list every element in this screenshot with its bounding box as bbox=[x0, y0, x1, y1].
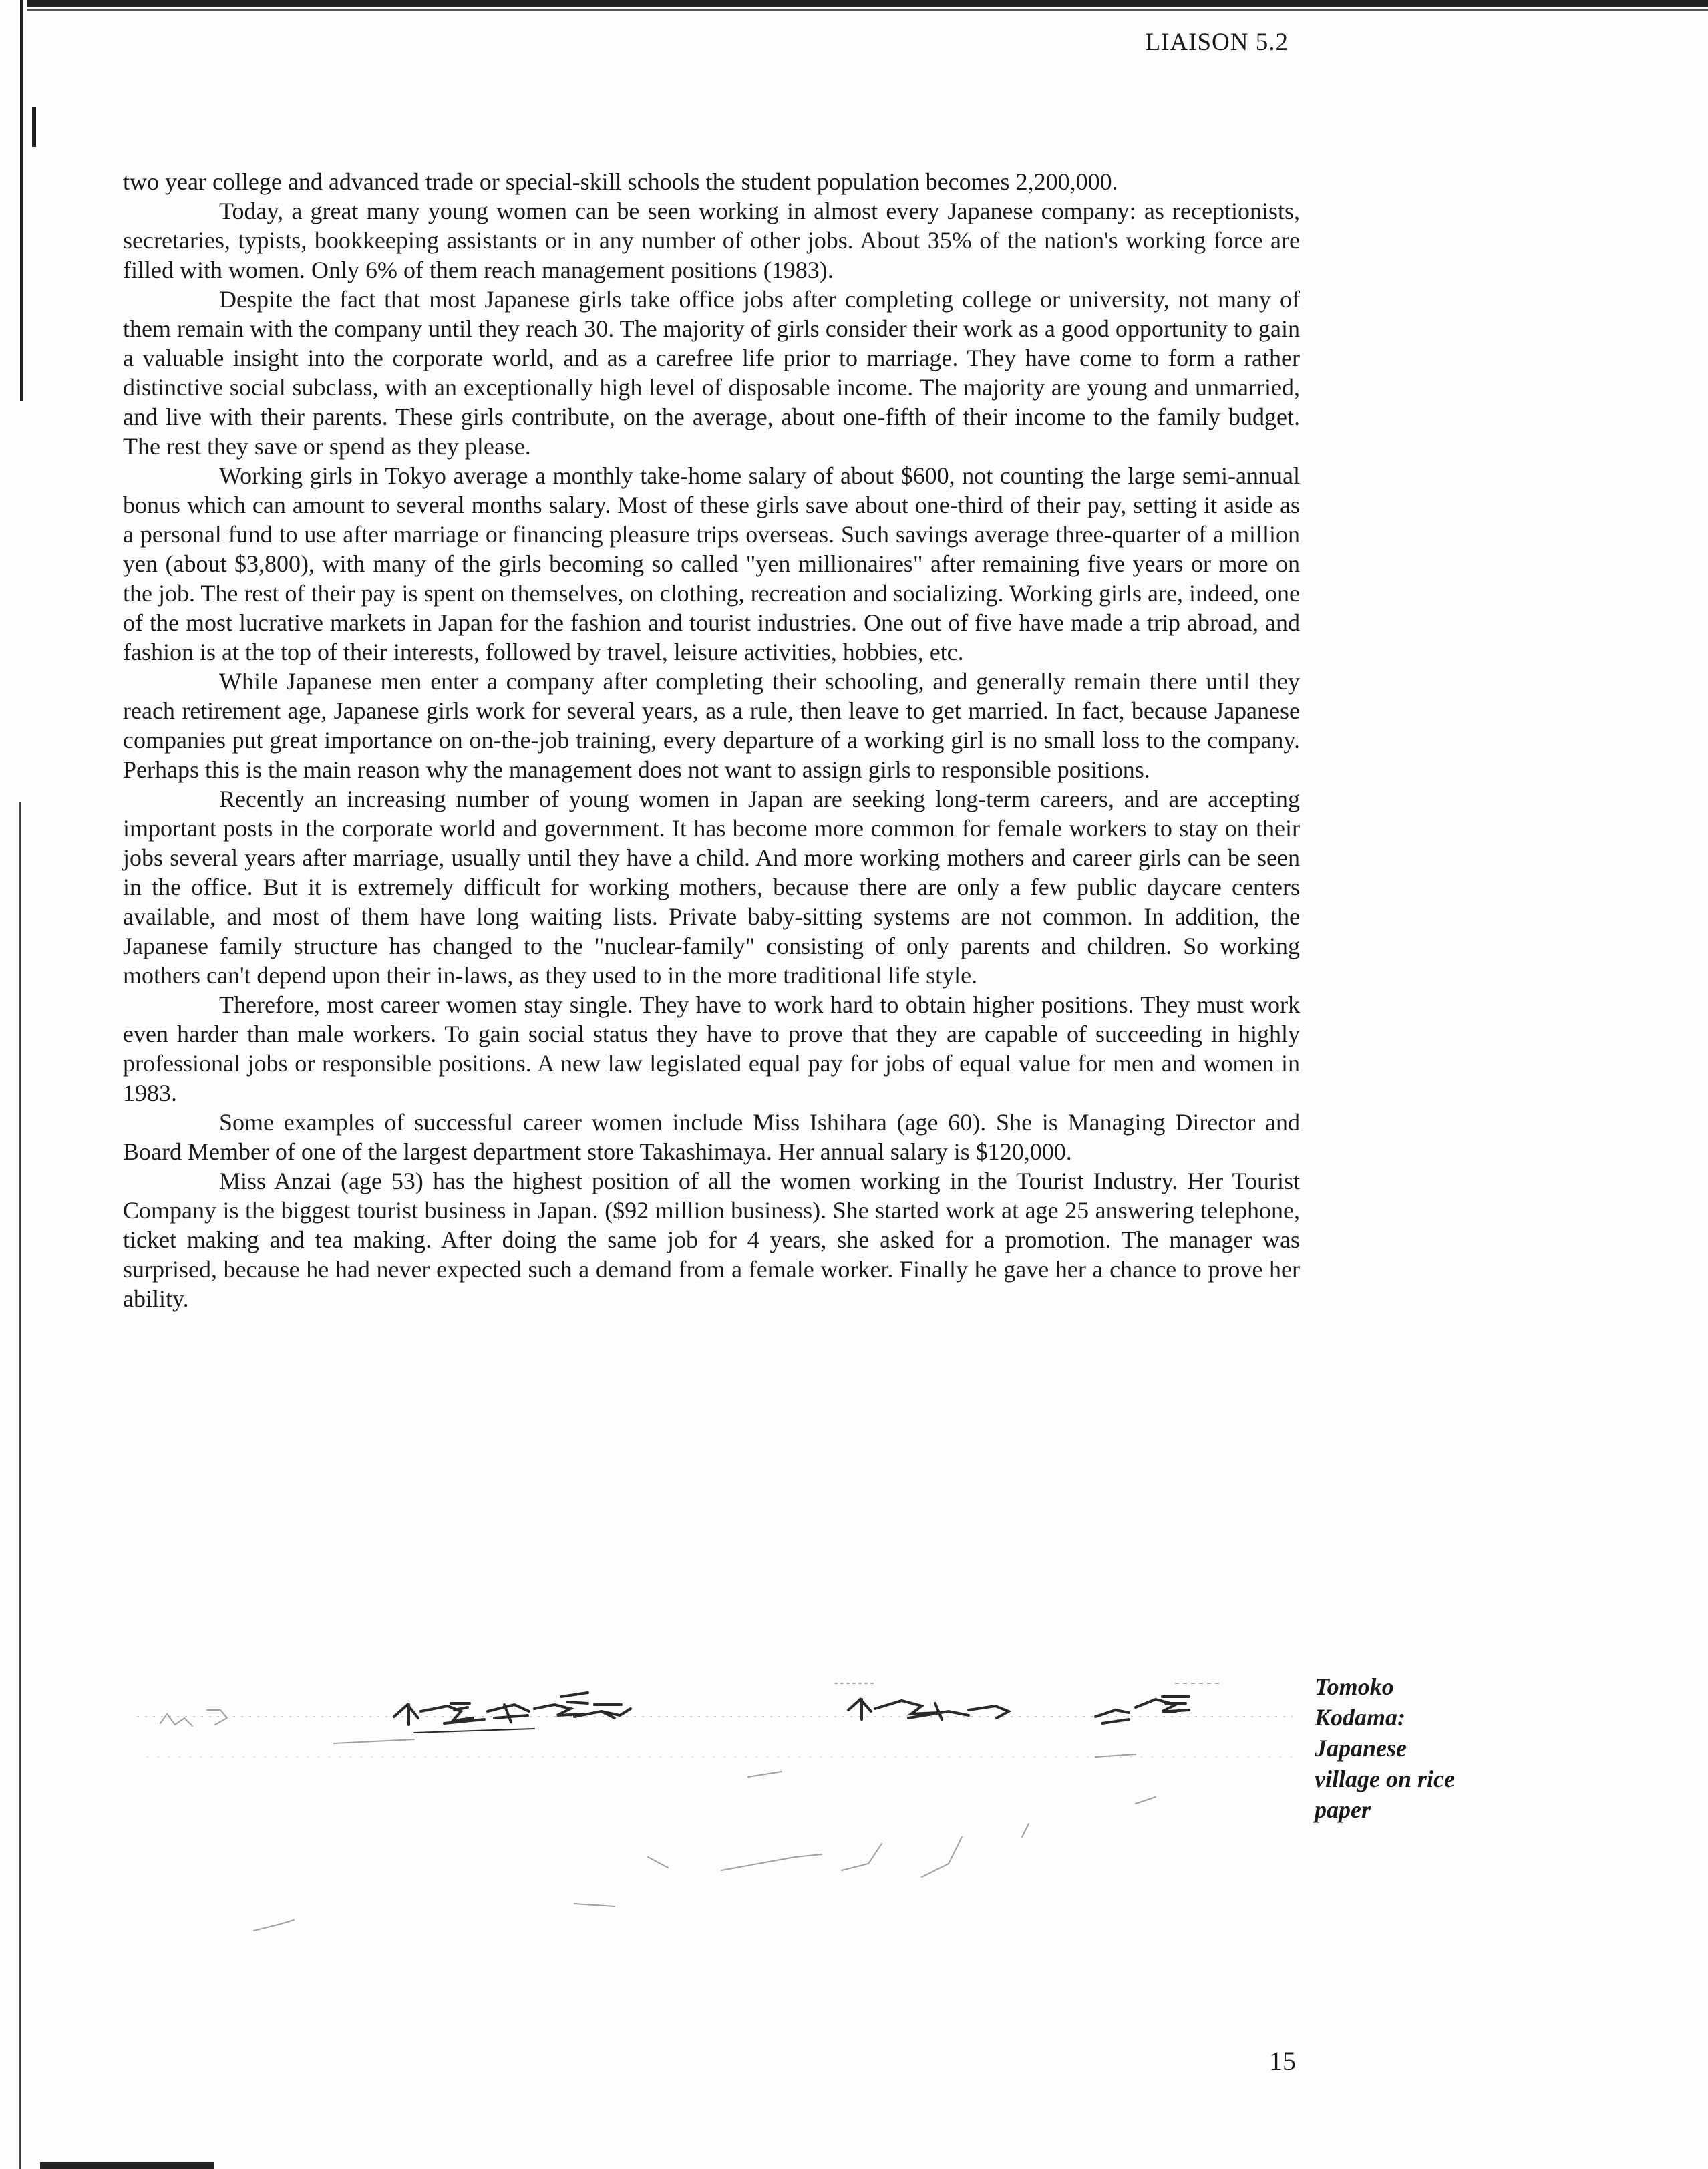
scan-top-border-thin bbox=[27, 9, 1708, 11]
paragraph: Some examples of successful career women include Miss Ishihara (age 60). She is Managing Director and Board Member of one of the largest department store Takashimaya. Her annual salary is $120,000. bbox=[123, 1109, 1300, 1165]
scan-bottom-border bbox=[40, 2162, 214, 2169]
paragraph: Therefore, most career women stay single. They have to work hard to obtain higher positions. They must work even harder than male workers. To gain social status they have to prove that they are capable of succeeding in highly professional jobs or responsible positions. A new law legislated equal pay for jobs of equal value for men and women in 1983. bbox=[123, 991, 1300, 1106]
scan-left-edge-lower bbox=[19, 802, 21, 2169]
figure-caption: Tomoko Kodama: Japanese village on rice paper bbox=[1315, 1673, 1455, 1823]
scan-left-edge bbox=[20, 0, 23, 401]
paragraph: Miss Anzai (age 53) has the highest position of all the women working in the Tourist Industry. Her Tourist Company is the biggest tourist business in Japan. ($92 million business). She started work at age 25 answering telephone, ticket making and tea making. After doing the same job for 4 years, she asked for a promotion. The manager was surprised, because he had never expected such a demand from a female worker. Finally he gave her a chance to prove her ability. bbox=[123, 1168, 1300, 1312]
paragraph: Despite the fact that most Japanese girls take office jobs after completing college or university, not many of them remain with the company until they reach 30. The majority of girls consider their work as a good opportunity to gain a valuable insight into the corporate world, and as a carefree life prior to marriage. They have come to form a rather distinctive social subclass, with an exceptionally high level of disposable income. The majority are young and unmarried, and live with their parents. These girls contribute, on the average, about one-fifth of their income to the family budget. The rest they save or spend as they please. bbox=[123, 286, 1300, 460]
village-artwork bbox=[134, 1670, 1296, 2004]
page-number: 15 bbox=[1269, 2046, 1296, 2076]
scan-left-mark bbox=[32, 107, 36, 147]
paragraph: Recently an increasing number of young women in Japan are seeking long-term careers, and are accepting important posts in the corporate world and government. It has become more common for female workers to stay on their jobs several years after marriage, usually until they have a child. And more working mothers and career girls can be seen in the office. But it is extremely difficult for working mothers, because there are only a few public daycare centers available, and most of them have long waiting lists. Private baby-sitting systems are not common. In addition, the Japanese family structure has changed to the "nuclear-family" consisting of only parents and children. So working mothers can't depend upon their in-laws, as they used to in the more traditional life style. bbox=[123, 786, 1300, 989]
scan-top-border bbox=[27, 0, 1708, 7]
paragraph: While Japanese men enter a company after completing their schooling, and generally remain there until they reach retirement age, Japanese girls work for several years, as a rule, then leave to get married. In fact, because Japanese companies put great importance on on-the-job training, every departure of a working girl is no small loss to the company. Perhaps this is the main reason why the management does not want to assign girls to responsible positions. bbox=[123, 668, 1300, 783]
paragraph: two year college and advanced trade or special-skill schools the student population becomes 2,200,000. bbox=[123, 168, 1118, 195]
running-head: LIAISON 5.2 bbox=[1145, 29, 1289, 56]
paragraph: Working girls in Tokyo average a monthly take-home salary of about $600, not counting the large semi-annual bonus which can amount to several months salary. Most of these girls save about one-third of their pay, setting it aside as a personal fund to use after marriage or financing pleasure trips overseas. Such savings average three-quarter of a million yen (about $3,800), with many of the girls becoming so called "yen millionaires" after remaining five years or more on the job. The rest of their pay is spent on themselves, on clothing, recreation and socializing. Working girls are, indeed, one of the most lucrative markets in Japan for the fashion and tourist industries. One out of five have made a trip abroad, and fashion is at the top of their interests, followed by travel, leisure activities, hobbies, etc. bbox=[123, 462, 1300, 665]
paragraph: Today, a great many young women can be seen working in almost every Japanese company: as receptionists, secretaries, typists, bookkeeping assistants or in any number of other jobs. About 35% of the nation's working force are filled with women. Only 6% of them reach management positions (1983). bbox=[123, 198, 1300, 283]
article-body bbox=[123, 167, 1300, 1313]
